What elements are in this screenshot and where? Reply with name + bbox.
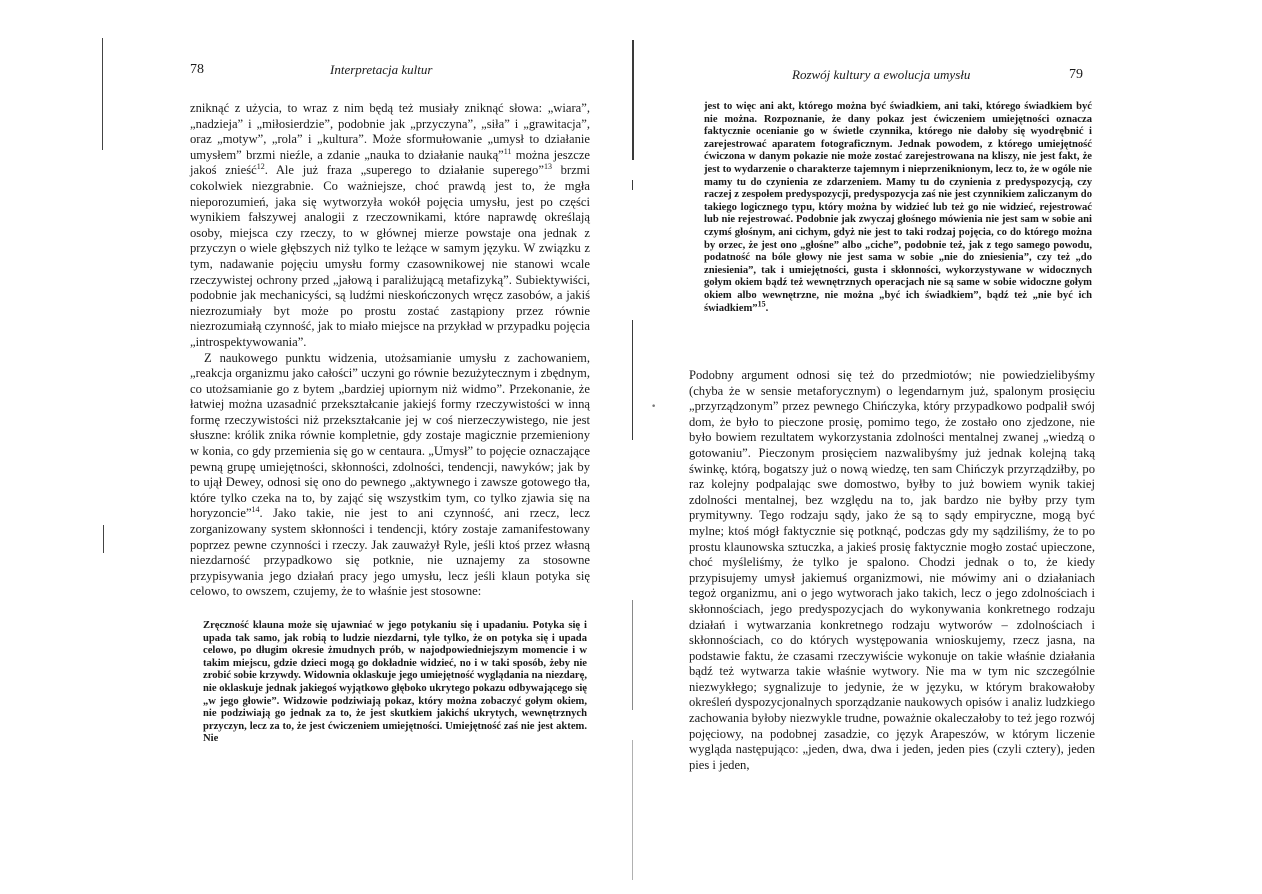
right-paragraph-1: Podobny argument odnosi się też do przedmiotów; nie powiedzielibyśmy (chyba że w sensie metaforycznym) o legendarnym już, spalonym prosięciu „przyrządzonym” przez pewnego Chińczyka, który przypadkowo podpalił swój dom, że było to pieczone prosię, pomimo tego, że zostało ono zjedzone, nie było bowiem rezultatem wykorzystania zdolności mentalnej zwanej „wiedzą o gotowaniu”. Pieczonym prosięciem nazwalibyśmy już jednak kolejną taką świnkę, którą, bogatszy już o nową wiedzę, ten sam Chińczyk przyrządziłby, po raz kolejny podpalając swe domostwo, byłby to już bowiem wynik takiej zdolności mentalnej, bez względu na to, jak bardzo nie byłby przy tym prymitywny. Tego rodzaju sądy, jako że są to sądy empiryczne, mogą być mylne; ktoś mógł faktycznie się potknąć, podczas gdy my sądziliśmy, że to po prostu klaunowska sztuczka, a jakieś prosię faktycznie mogło zostać upieczone, choć myśleliśmy, że tylko je spalono. Chodzi jednak o to, że kiedy przypisujemy umysł jakiemuś organizmowi, nie mówimy ani o działaniach tegoż organizmu, ani o jego wytworach jako takich, lecz o jego zdolnościach i skłonnościach, jego predyspozycjach do wykonywania konkretnego rodzaju działań i wytwarzania konkretnego rodzaju wytworów – zdolnościach i skłonnościach, co do których występowania wnioskujemy, rzecz jasna, na podstawie faktu, że czasami rzeczywiście wykonuje on takie właśnie działania bądź też wytwarza takie właśnie wytwory. Nie ma w tym nic szczególnie niezwykłego; sygnalizuje to jedynie, że w języku, w którym brakowałoby określeń dyspozycjonalnych sporządzanie naukowych opisów i analiz ludzkiego zachowania byłoby niezwykle trudne, poważnie okaleczałoby to też jego rozwój pojęciowy, na podobnej zasadzie, co język Arapeszów, w którym liczenie wygląda następująco: „jeden, dwa, dwa i jeden, jeden pies (czyli cztery), jeden pies i jeden, bbox=[689, 368, 1095, 772]
left-running-head: Interpretacja kultur bbox=[330, 62, 433, 77]
left-margin-mark bbox=[103, 525, 104, 553]
left-block-quote: Zręczność klauna może się ujawniać w jego potykaniu się i upadaniu. Potyka się i upada tak samo, jak robią to ludzie niezdarni, tyle tylko, że on potyka się i upada celowo, po długim okresie żmudnych prób, w najodpowiedniejszym momencie i w takim miejscu, gdzie dzieci mogą go dokładnie widzieć, no i w taki sposób, żeby nie zrobić sobie krzywdy. Widownia oklaskuje jego umiejętność wyglądania na niezdarę, nie oklaskuje jednak jakiegoś wyjątkowo głęboko ukrytego pokazu odbywającego się „w jego głowie”. Widzowie podziwiają pokaz, który można zobaczyć gołym okiem, nie podziwiają go jednak za to, że jest skutkiem jakichś ukrytych, wewnętrznych przyczyn, lecz za to, że jest ćwiczeniem umiejętności. Umiejętność zaś nie jest aktem. Nie bbox=[203, 620, 587, 745]
gutter-speck: • bbox=[651, 402, 657, 412]
right-page-number: 79 bbox=[1069, 67, 1083, 82]
left-page-number: 78 bbox=[190, 62, 204, 77]
right-block-quote: jest to więc ani akt, którego można być świadkiem, ani taki, którego świadkiem być nie można. Rozpoznanie, że dany pokaz jest ćwiczeniem umiejętności oznacza faktycznie ocenianie go w świetle czynnika, którego nie dałoby się wyodrębnić i zarejestrować aparatem fotograficznym. Jednak powodem, z którego umiejętność ćwiczona w danym pokazie nie może zostać zarejestrowana na kliszy, nie jest fakt, że jest to wydarzenie o charakterze tajemnym i nieprzeniknionym, lecz to, że w ogóle nie mamy tu do czynienia ze zdarzeniem. Mamy tu do czynienia z predyspozycją, czy raczej z zespołem predyspozycji, predyspozycja zaś nie jest czynnikiem zaliczanym do takiego logicznego typu, który można by widzieć lub też go nie widzieć, rejestrować lub nie rejestrować. Podobnie jak zwyczaj głośnego mówienia nie jest sam w sobie ani czymś głośnym, ani cichym, gdyż nie jest to taki rodzaj pojęcia, co do którego można by orzec, że jest ono „głośne” albo „ciche”, podobnie też, jak z tego samego powodu, podatność na bóle głowy nie jest sama w sobie „nie do zniesienia”, czy też „do zniesienia”, tak i umiejętności, gusta i skłonności, wykorzystywane w widocznych gołym okiem bądź też wewnętrznych operacjach nie są same w sobie widoczne gołym okiem albo wewnętrzne, nie można „być ich świadkiem”, bądź też „nie być ich świadkiem”$^{15}$. bbox=[704, 101, 1092, 314]
left-margin-line bbox=[102, 38, 103, 150]
right-body-text bbox=[689, 368, 1095, 773]
left-paragraph-1: zniknąć z użycia, to wraz z nim będą też musiały zniknąć słowa: „wiara”, „nadzieja” i „miłosierdzie”, podobnie jak „przyczyna”, „siła” i „grawitacja”, oraz „motyw”, „rola” i „kultura”. Może sformułowanie „umysł to działanie umysłem” brzmi nieźle, a zdanie „nauka to działanie nauką”$^{11}$ można jeszcze jakoś znieść$^{12}$. Ale już fraza „superego to działanie superego”$^{13}$ brzmi cokolwiek niezgrabnie. Co ważniejsze, choć prawdą jest to, że mgła nieporozumień, jaka się wytworzyła wokół pojęcia umysłu, jest po części wynikiem fałszywej analogii z rzeczownikami, które naprawdę określają osoby, miejsca czy rzeczy, to w głównej mierze powstaje ona jednak z przyczyn o wiele głębszych niż tylko te leżące w samym języku. W związku z tym, nadawanie pojęciu umysłu formy czasownikowej nie stanowi wcale rzeczywistej ochrony przed „jałową i paraliżującą metafizyką”. Subiektywiści, podobnie jak mechanicyści, są ludźmi nieskończonych wręcz zasobów, a jakiś niezrozumiały byt może po prostu zostać zastąpiony przez równie niezrozumiałą czynność, jak to miało miejsce na przykład w przypadku pojęcia „introspektywowania”. bbox=[190, 101, 590, 349]
left-body-text bbox=[190, 101, 590, 600]
left-paragraph-2: Z naukowego punktu widzenia, utożsamianie umysłu z zachowaniem, „reakcja organizmu jako całości” uczyni go równie bezużytecznym i zbędnym, co utożsamianie go z bytem „bardziej upiornym niż widmo”. Przekonanie, że łatwiej można uzasadnić przekształcanie jakiejś formy rzeczywistości w inną formę rzeczywistości niż przekształcanie jej w coś nierzeczywistego, nie jest słuszne: królik znika równie kompletnie, gdy zostaje magicznie przemieniony w konia, co gdy przemienia się go w centaura. „Umysł” to pojęcie oznaczające pewną grupę umiejętności, skłonności, zdolności, tendencji, nawyków; jak by to ujął Dewey, odnosi się ono do pewnego „aktywnego i zawsze gotowego tła, które tylko czeka na to, by zająć się wszystkim tym, co tylko zjawia się na horyzoncie”$^{14}$. Jako takie, nie jest to ani czynność, ani rzecz, lecz zorganizowany system skłonności i tendencji, który zostaje zamanifestowany poprzez pewne czynności i rzeczy. Jak zauważył Ryle, jeśli ktoś przez własną niezdarność przypadkowo się potknie, nie uznajemy za stosowne przypisywania jego działań pracy jego umysłu, lecz jeśli klaun potyka się celowo, to owszem, czujemy, że to właśnie jest stosowne: bbox=[190, 350, 590, 599]
right-page bbox=[631, 0, 1262, 894]
right-running-head: Rozwój kultury a ewolucja umysłu bbox=[792, 67, 971, 82]
